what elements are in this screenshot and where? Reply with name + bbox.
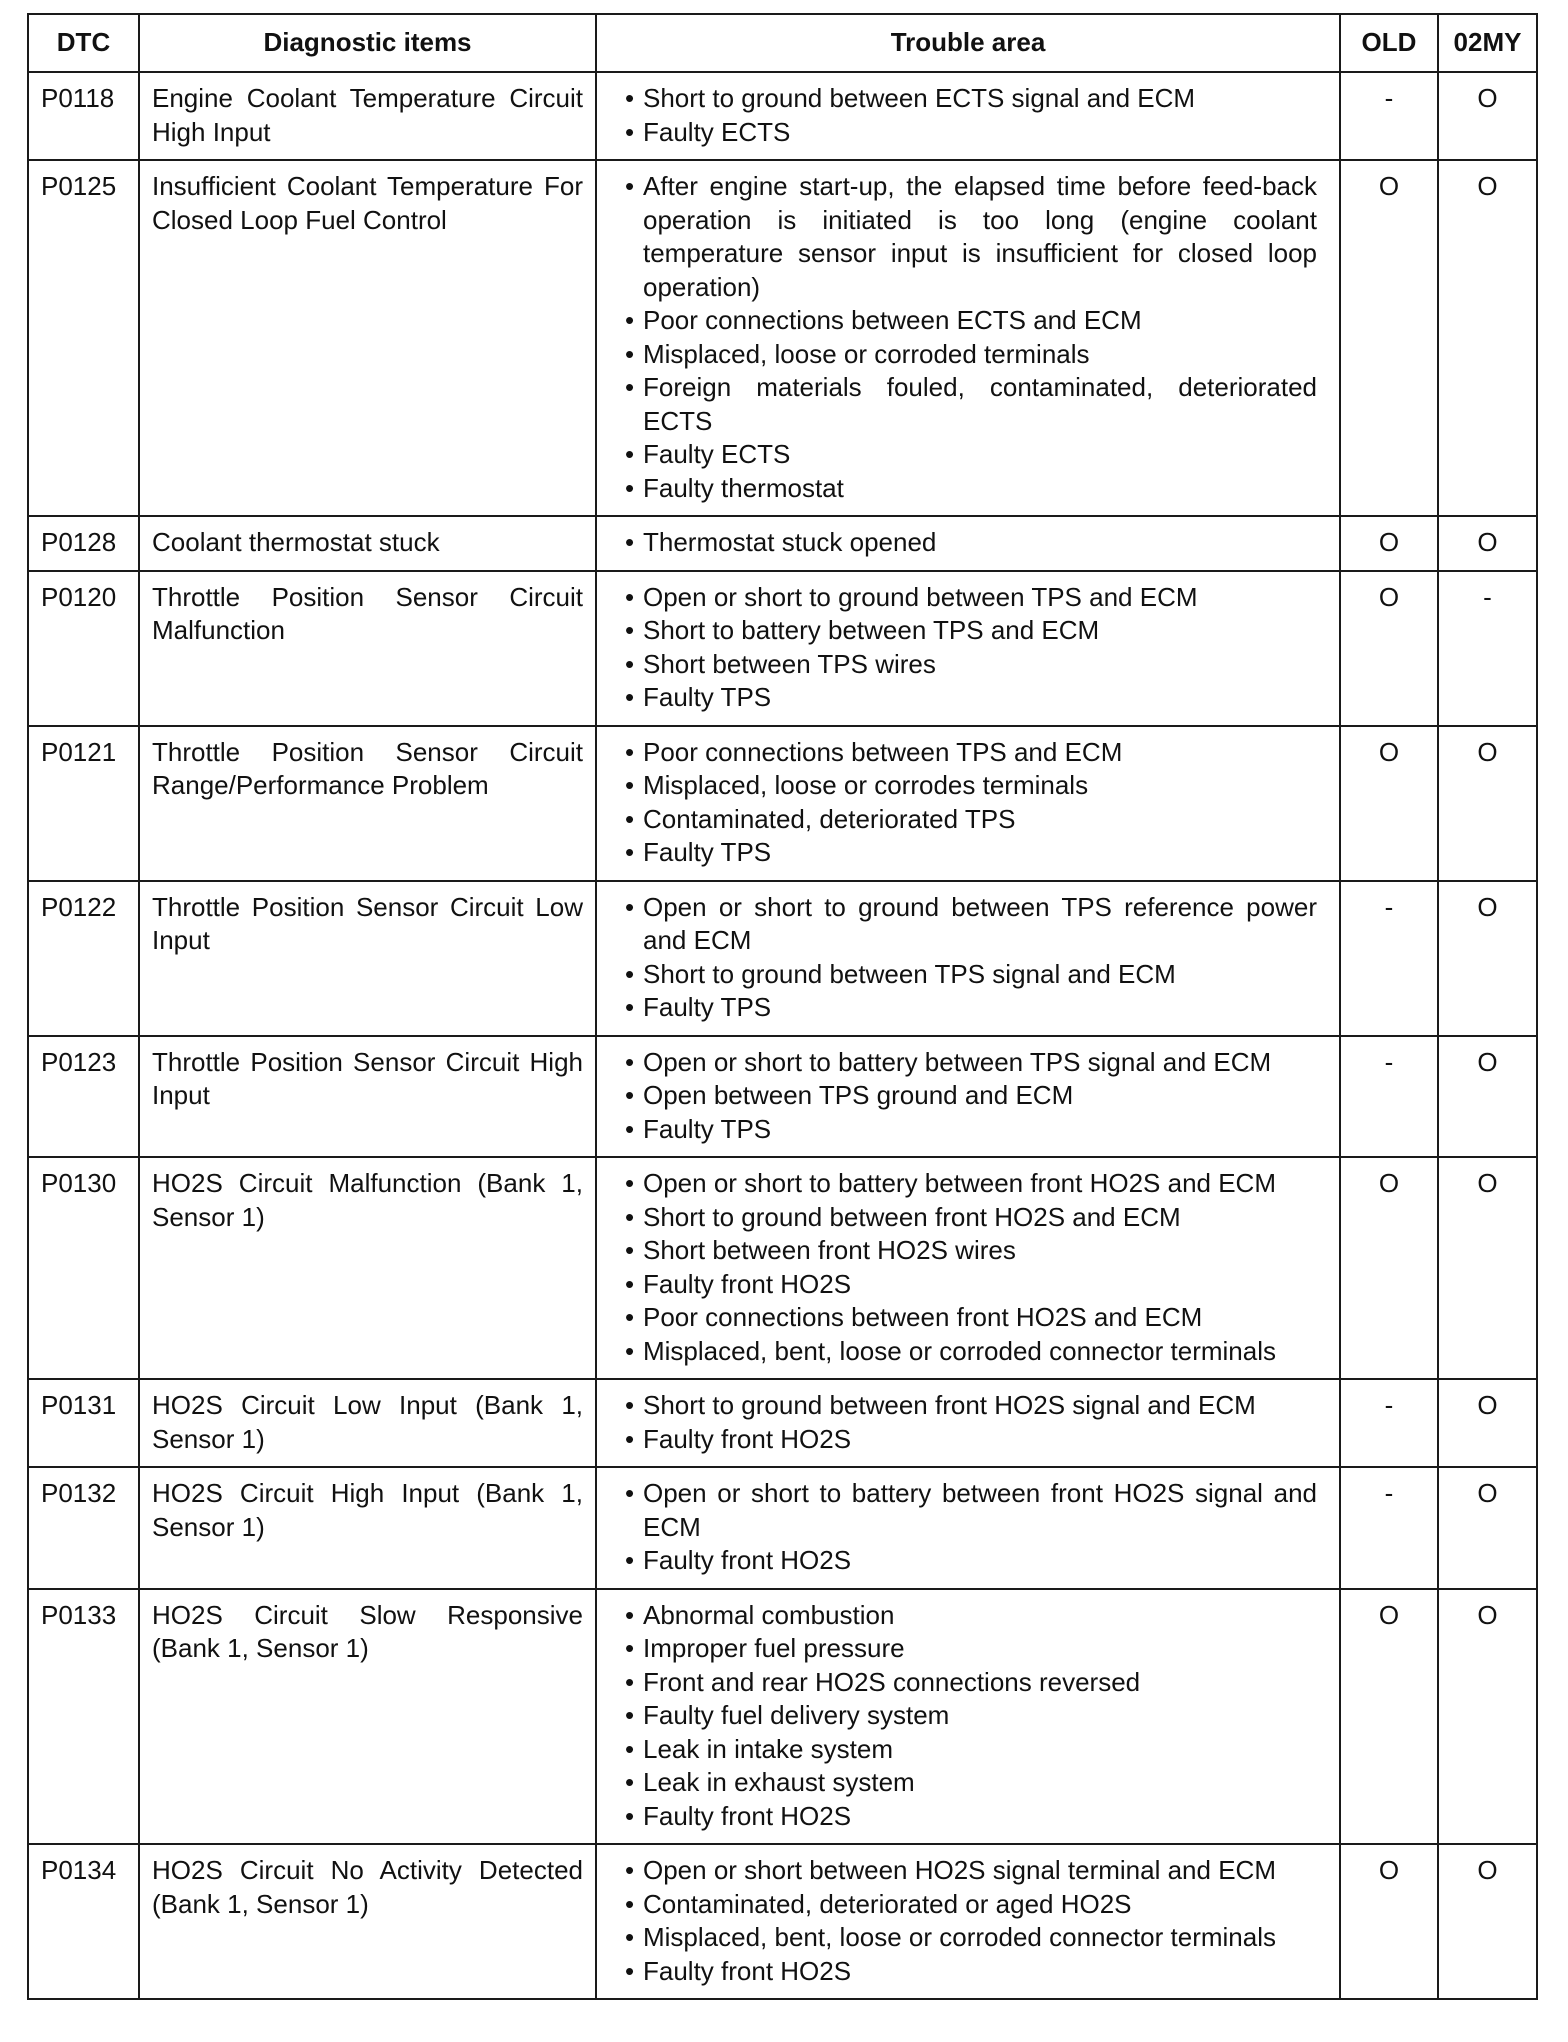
02my-mark: O xyxy=(1438,1589,1537,1845)
header-diagnostic-items: Diagnostic items xyxy=(139,14,596,72)
table-row xyxy=(28,1157,1537,1379)
02my-mark: O xyxy=(1438,1844,1537,1999)
header-02my: 02MY xyxy=(1438,14,1537,72)
trouble-item: • Faulty front HO2S xyxy=(609,1268,1317,1302)
old-mark: O xyxy=(1340,726,1438,881)
table-body xyxy=(28,72,1537,1999)
trouble-item: • Thermostat stuck opened xyxy=(609,526,1317,560)
dtc-code: P0133 xyxy=(28,1589,139,1845)
trouble-item: • Faulty TPS xyxy=(609,991,1317,1025)
02my-mark: O xyxy=(1438,1467,1537,1589)
old-mark: O xyxy=(1340,571,1438,726)
header-row xyxy=(28,14,1537,72)
trouble-area xyxy=(596,1467,1340,1589)
trouble-list xyxy=(609,891,1327,1025)
diagnostic-item: Insufficient Coolant Temperature For Closed Loop Fuel Control xyxy=(139,160,596,516)
trouble-item: • Faulty fuel delivery system xyxy=(609,1699,1317,1733)
trouble-item: • Short to ground between ECTS signal and ECM xyxy=(609,82,1317,116)
table-row xyxy=(28,1036,1537,1158)
dtc-code: P0128 xyxy=(28,516,139,571)
table-row xyxy=(28,1844,1537,1999)
header-trouble-area: Trouble area xyxy=(596,14,1340,72)
diagnostic-item: HO2S Circuit Low Input (Bank 1, Sensor 1) xyxy=(139,1379,596,1467)
trouble-area xyxy=(596,571,1340,726)
trouble-item: • Short to ground between front HO2S and ECM xyxy=(609,1201,1317,1235)
diagnostic-item: HO2S Circuit Slow Responsive (Bank 1, Sensor 1) xyxy=(139,1589,596,1845)
02my-mark: O xyxy=(1438,881,1537,1036)
trouble-item: • Faulty front HO2S xyxy=(609,1800,1317,1834)
old-mark: - xyxy=(1340,1036,1438,1158)
trouble-list xyxy=(609,1477,1327,1578)
02my-mark: - xyxy=(1438,571,1537,726)
trouble-item: • Improper fuel pressure xyxy=(609,1632,1317,1666)
trouble-item: • Faulty thermostat xyxy=(609,472,1317,506)
dtc-code: P0131 xyxy=(28,1379,139,1467)
table-row xyxy=(28,881,1537,1036)
dtc-code: P0134 xyxy=(28,1844,139,1999)
trouble-item: • Short to battery between TPS and ECM xyxy=(609,614,1317,648)
trouble-item: • Short between TPS wires xyxy=(609,648,1317,682)
diagnostic-item: Engine Coolant Temperature Circuit High Input xyxy=(139,72,596,160)
trouble-item: • Leak in exhaust system xyxy=(609,1766,1317,1800)
trouble-list xyxy=(609,170,1327,505)
trouble-item: • Faulty front HO2S xyxy=(609,1544,1317,1578)
dtc-code: P0123 xyxy=(28,1036,139,1158)
trouble-item: • Front and rear HO2S connections reversed xyxy=(609,1666,1317,1700)
trouble-item: • Misplaced, loose or corroded terminals xyxy=(609,338,1317,372)
table-row xyxy=(28,571,1537,726)
trouble-area xyxy=(596,1036,1340,1158)
trouble-area xyxy=(596,1589,1340,1845)
table-row xyxy=(28,516,1537,571)
table-row xyxy=(28,160,1537,516)
trouble-item: • Open or short between HO2S signal terminal and ECM xyxy=(609,1854,1317,1888)
old-mark: - xyxy=(1340,72,1438,160)
table-row xyxy=(28,1589,1537,1845)
diagnostic-item: HO2S Circuit High Input (Bank 1, Sensor 1) xyxy=(139,1467,596,1589)
trouble-item: • Poor connections between ECTS and ECM xyxy=(609,304,1317,338)
trouble-area xyxy=(596,516,1340,571)
trouble-list xyxy=(609,581,1327,715)
diagnostic-item: Throttle Position Sensor Circuit Range/Performance Problem xyxy=(139,726,596,881)
trouble-item: • Faulty TPS xyxy=(609,681,1317,715)
trouble-item: • Foreign materials fouled, contaminated, deteriorated ECTS xyxy=(609,371,1317,438)
trouble-area xyxy=(596,1379,1340,1467)
02my-mark: O xyxy=(1438,1036,1537,1158)
table-row xyxy=(28,1379,1537,1467)
02my-mark: O xyxy=(1438,1379,1537,1467)
trouble-item: • Open or short to battery between TPS signal and ECM xyxy=(609,1046,1317,1080)
trouble-area xyxy=(596,881,1340,1036)
dtc-code: P0132 xyxy=(28,1467,139,1589)
trouble-item: • Contaminated, deteriorated TPS xyxy=(609,803,1317,837)
trouble-item: • After engine start-up, the elapsed time before feed-back operation is initiated is too long (engine coolant temperature sensor input is insufficient for closed loop operation) xyxy=(609,170,1317,304)
dtc-table-page xyxy=(27,13,1536,2000)
trouble-item: • Leak in intake system xyxy=(609,1733,1317,1767)
trouble-item: • Misplaced, bent, loose or corroded connector terminals xyxy=(609,1335,1317,1369)
trouble-item: • Open or short to battery between front HO2S signal and ECM xyxy=(609,1477,1317,1544)
trouble-list xyxy=(609,1046,1327,1147)
dtc-code: P0118 xyxy=(28,72,139,160)
trouble-list xyxy=(609,1599,1327,1834)
dtc-code: P0125 xyxy=(28,160,139,516)
trouble-list xyxy=(609,82,1327,149)
trouble-item: • Faulty TPS xyxy=(609,1113,1317,1147)
trouble-item: • Short between front HO2S wires xyxy=(609,1234,1317,1268)
dtc-code: P0122 xyxy=(28,881,139,1036)
trouble-item: • Faulty ECTS xyxy=(609,438,1317,472)
dtc-code: P0121 xyxy=(28,726,139,881)
02my-mark: O xyxy=(1438,726,1537,881)
trouble-item: • Open or short to battery between front HO2S and ECM xyxy=(609,1167,1317,1201)
diagnostic-item: HO2S Circuit No Activity Detected (Bank 1, Sensor 1) xyxy=(139,1844,596,1999)
diagnostic-item: Throttle Position Sensor Circuit Low Input xyxy=(139,881,596,1036)
trouble-item: • Poor connections between TPS and ECM xyxy=(609,736,1317,770)
trouble-area xyxy=(596,726,1340,881)
trouble-item: • Poor connections between front HO2S and ECM xyxy=(609,1301,1317,1335)
trouble-item: • Open between TPS ground and ECM xyxy=(609,1079,1317,1113)
old-mark: - xyxy=(1340,1467,1438,1589)
trouble-list xyxy=(609,736,1327,870)
old-mark: O xyxy=(1340,516,1438,571)
trouble-area xyxy=(596,1157,1340,1379)
diagnostic-item: Throttle Position Sensor Circuit High Input xyxy=(139,1036,596,1158)
old-mark: O xyxy=(1340,1589,1438,1845)
trouble-item: • Faulty TPS xyxy=(609,836,1317,870)
trouble-item: • Faulty ECTS xyxy=(609,116,1317,150)
trouble-area xyxy=(596,160,1340,516)
02my-mark: O xyxy=(1438,516,1537,571)
trouble-item: • Short to ground between front HO2S signal and ECM xyxy=(609,1389,1317,1423)
02my-mark: O xyxy=(1438,160,1537,516)
header-dtc: DTC xyxy=(28,14,139,72)
trouble-item: • Open or short to ground between TPS and ECM xyxy=(609,581,1317,615)
table-row xyxy=(28,72,1537,160)
trouble-item: • Short to ground between TPS signal and ECM xyxy=(609,958,1317,992)
dtc-code: P0120 xyxy=(28,571,139,726)
old-mark: O xyxy=(1340,160,1438,516)
old-mark: - xyxy=(1340,1379,1438,1467)
trouble-list xyxy=(609,526,1327,560)
trouble-item: • Misplaced, loose or corrodes terminals xyxy=(609,769,1317,803)
02my-mark: O xyxy=(1438,1157,1537,1379)
trouble-item: • Abnormal combustion xyxy=(609,1599,1317,1633)
diagnostic-item: Coolant thermostat stuck xyxy=(139,516,596,571)
trouble-area xyxy=(596,1844,1340,1999)
02my-mark: O xyxy=(1438,72,1537,160)
header-old: OLD xyxy=(1340,14,1438,72)
diagnostic-item: Throttle Position Sensor Circuit Malfunction xyxy=(139,571,596,726)
trouble-list xyxy=(609,1854,1327,1988)
trouble-area xyxy=(596,72,1340,160)
table-header xyxy=(28,14,1537,72)
table-row xyxy=(28,1467,1537,1589)
trouble-list xyxy=(609,1389,1327,1456)
diagnostic-item: HO2S Circuit Malfunction (Bank 1, Sensor 1) xyxy=(139,1157,596,1379)
trouble-item: • Contaminated, deteriorated or aged HO2S xyxy=(609,1888,1317,1922)
dtc-code: P0130 xyxy=(28,1157,139,1379)
trouble-list xyxy=(609,1167,1327,1368)
trouble-item: • Faulty front HO2S xyxy=(609,1955,1317,1989)
trouble-item: • Misplaced, bent, loose or corroded connector terminals xyxy=(609,1921,1317,1955)
old-mark: - xyxy=(1340,881,1438,1036)
trouble-item: • Faulty front HO2S xyxy=(609,1423,1317,1457)
dtc-table xyxy=(27,13,1538,2000)
old-mark: O xyxy=(1340,1844,1438,1999)
trouble-item: • Open or short to ground between TPS reference power and ECM xyxy=(609,891,1317,958)
old-mark: O xyxy=(1340,1157,1438,1379)
table-row xyxy=(28,726,1537,881)
